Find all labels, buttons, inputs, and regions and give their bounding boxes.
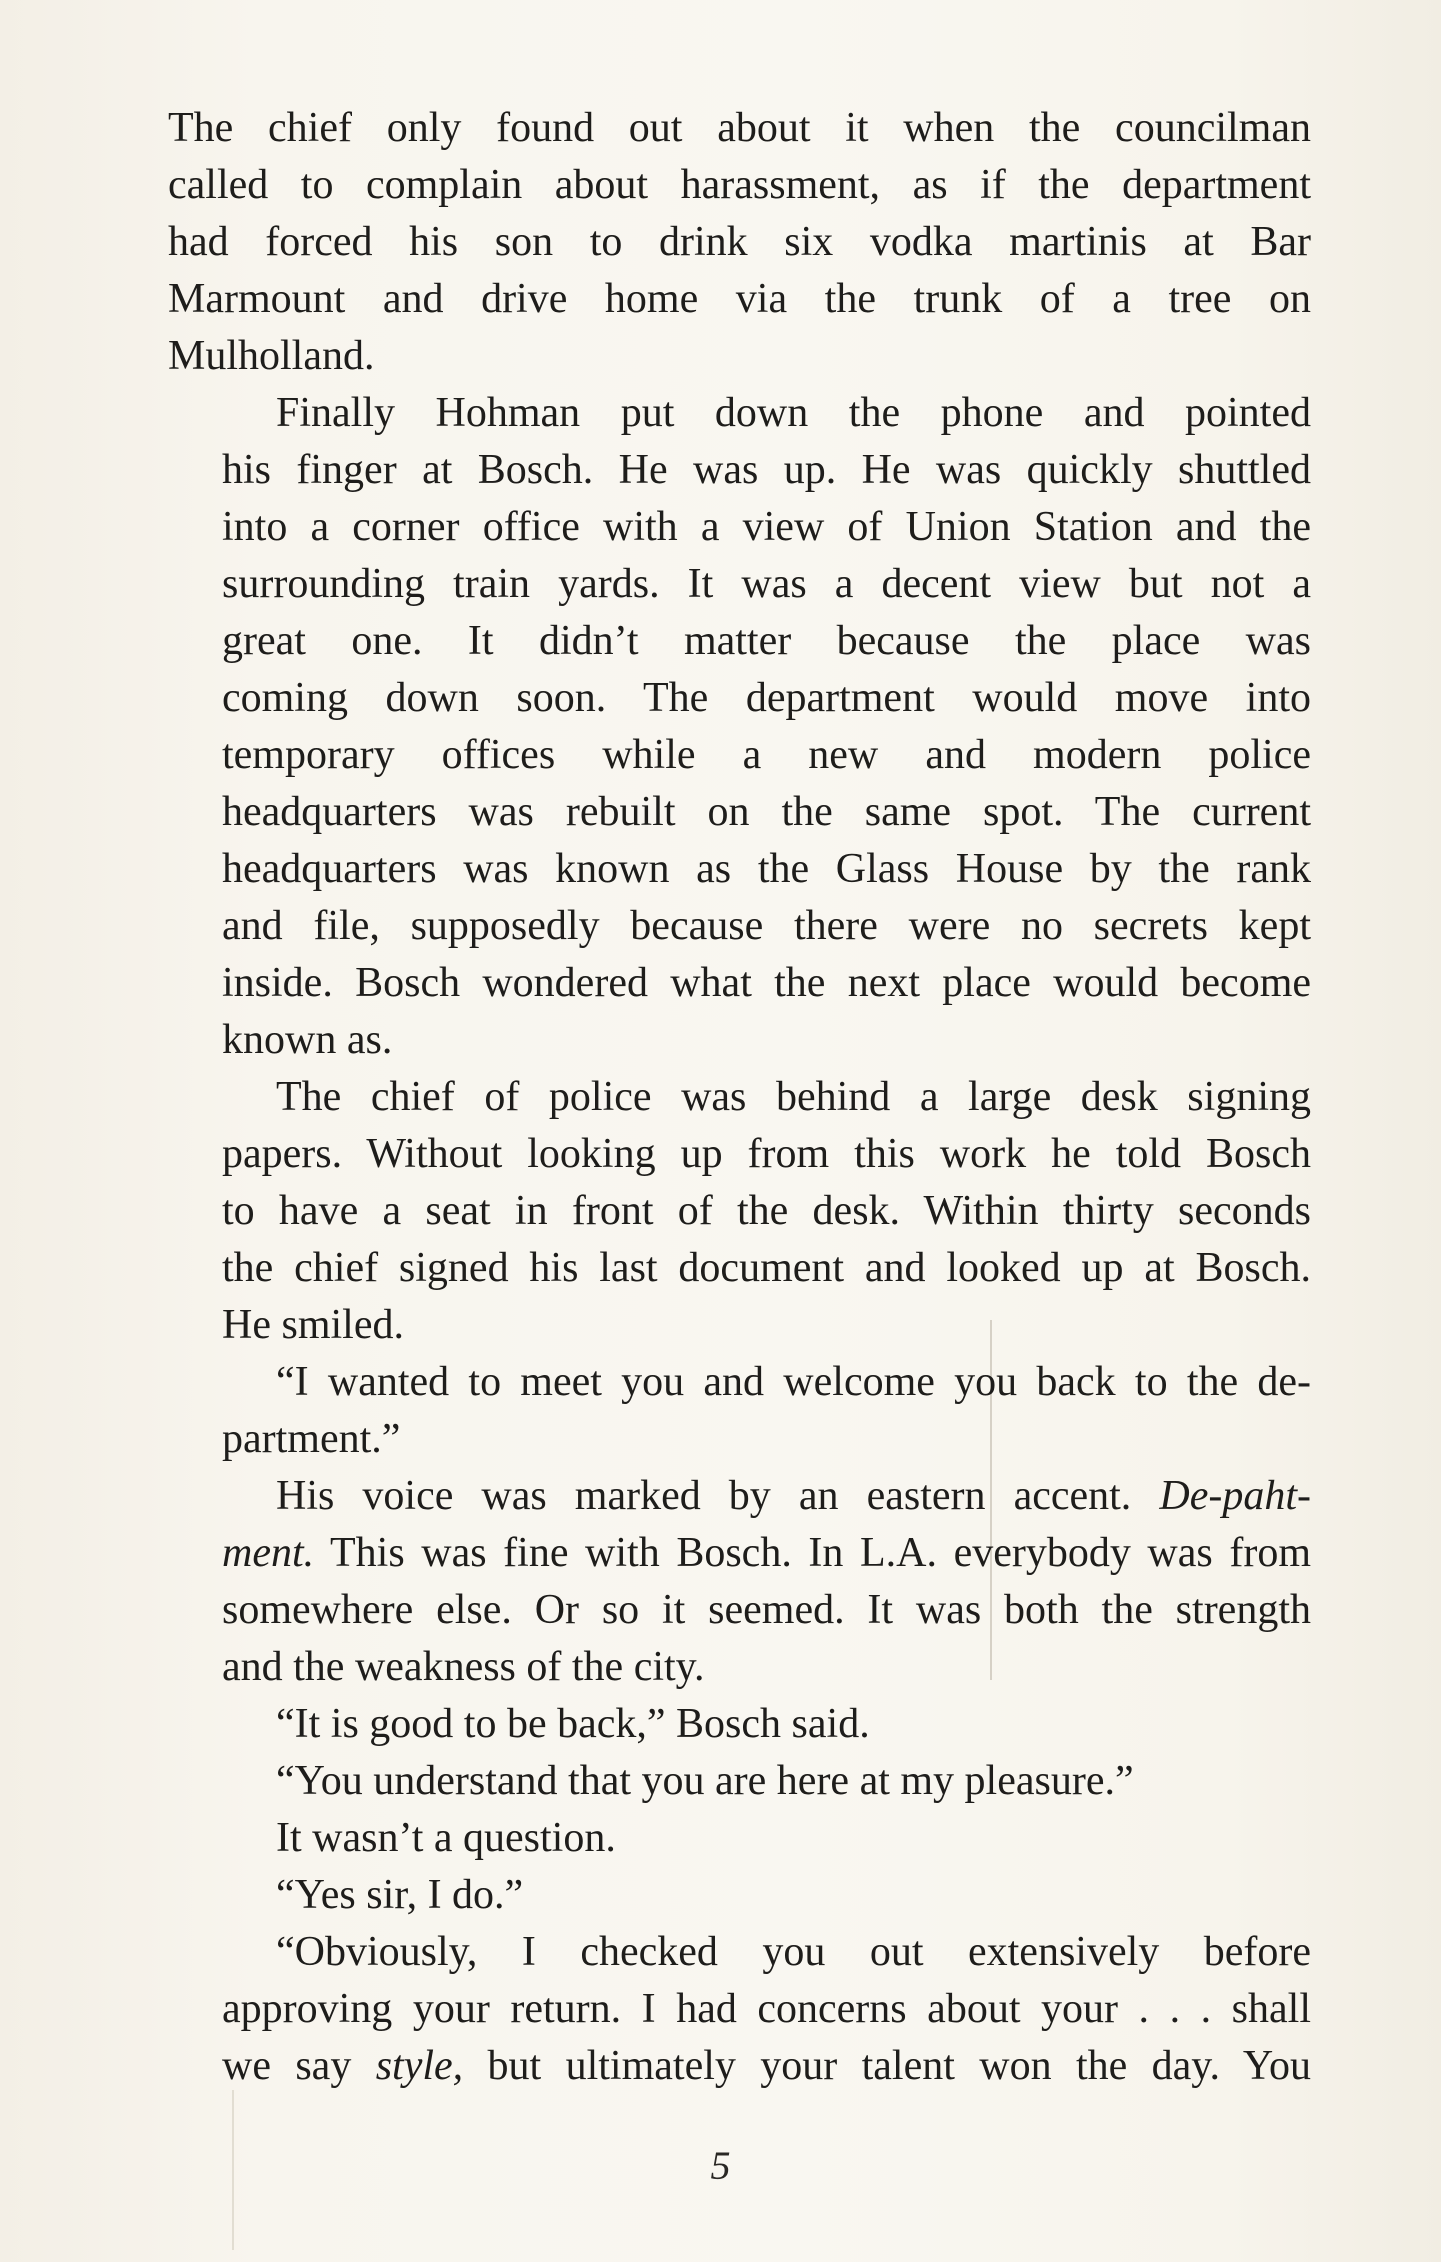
text-line: He smiled. [222, 1302, 404, 1348]
text-line: approving your return. I had concerns about your . . . shall [222, 1986, 1311, 2032]
italic-run: ment. [222, 1530, 315, 1576]
paragraph-1 [168, 100, 1311, 385]
paragraph-9 [168, 1867, 1311, 1924]
text-run: This was fine with Bosch. In L.A. everybody was from [314, 1530, 1311, 1576]
text-line [168, 2038, 1311, 2095]
text-line: headquarters was rebuilt on the same spot. The current [222, 789, 1311, 835]
text-line: “Yes sir, I do.” [276, 1872, 524, 1918]
text-line: “I wanted to meet you and welcome you back to the de- [276, 1359, 1311, 1405]
paragraph-10 [168, 1924, 1311, 2095]
text-line: into a corner office with a view of Union Station and the [222, 504, 1311, 550]
text-line: had forced his son to drink six vodka martinis at Bar [168, 219, 1311, 265]
text-line: to have a seat in front of the desk. Within thirty seconds [222, 1188, 1311, 1234]
text-line: “You understand that you are here at my pleasure.” [276, 1758, 1134, 1804]
text-line: “It is good to be back,” Bosch said. [276, 1701, 870, 1747]
text-line: somewhere else. Or so it seemed. It was both the strength [222, 1587, 1311, 1633]
text-line: papers. Without looking up from this work he told Bosch [222, 1131, 1311, 1177]
text-line: The chief of police was behind a large desk signing [276, 1074, 1311, 1120]
text-line: his finger at Bosch. He was up. He was quickly shuttled [222, 447, 1311, 493]
text-line: The chief only found out about it when the councilman [168, 105, 1311, 151]
paragraph-5 [168, 1468, 1311, 1696]
text-line: Marmount and drive home via the trunk of a tree on [168, 276, 1311, 322]
paragraph-4 [168, 1354, 1311, 1468]
text-line [168, 1468, 1311, 1525]
text-line: and file, supposedly because there were no secrets kept [222, 903, 1311, 949]
text-line: coming down soon. The department would move into [222, 675, 1311, 721]
paragraph-2 [168, 385, 1311, 1069]
paragraph-6 [168, 1696, 1311, 1753]
text-line: “Obviously, I checked you out extensively before [276, 1929, 1311, 1975]
text-line: Finally Hohman put down the phone and pointed [276, 390, 1311, 436]
italic-run: De-paht- [1159, 1473, 1311, 1519]
text-line: It wasn’t a question. [276, 1815, 616, 1861]
text-run: we say [222, 2043, 376, 2089]
paragraph-7 [168, 1753, 1311, 1810]
text-line: Mulholland. [168, 333, 375, 379]
text-line: called to complain about harassment, as if the department [168, 162, 1311, 208]
italic-run: style, [375, 2043, 464, 2089]
text-line [168, 1525, 1311, 1582]
text-line: great one. It didn’t matter because the place was [222, 618, 1311, 664]
text-line: partment.” [222, 1416, 401, 1462]
body-text [168, 100, 1311, 2095]
text-line: inside. Bosch wondered what the next place would become [222, 960, 1311, 1006]
text-line: and the weakness of the city. [222, 1644, 705, 1690]
paragraph-8 [168, 1810, 1311, 1867]
text-line: headquarters was known as the Glass House by the rank [222, 846, 1311, 892]
text-line: the chief signed his last document and looked up at Bosch. [222, 1245, 1311, 1291]
text-line: temporary offices while a new and modern police [222, 732, 1311, 778]
text-line: known as. [222, 1017, 393, 1063]
text-line: surrounding train yards. It was a decent view but not a [222, 561, 1311, 607]
text-run: His voice was marked by an eastern accent. [276, 1473, 1160, 1519]
paragraph-3 [168, 1069, 1311, 1354]
text-run: but ultimately your talent won the day. You [463, 2043, 1311, 2089]
page-number: 5 [710, 2143, 731, 2188]
